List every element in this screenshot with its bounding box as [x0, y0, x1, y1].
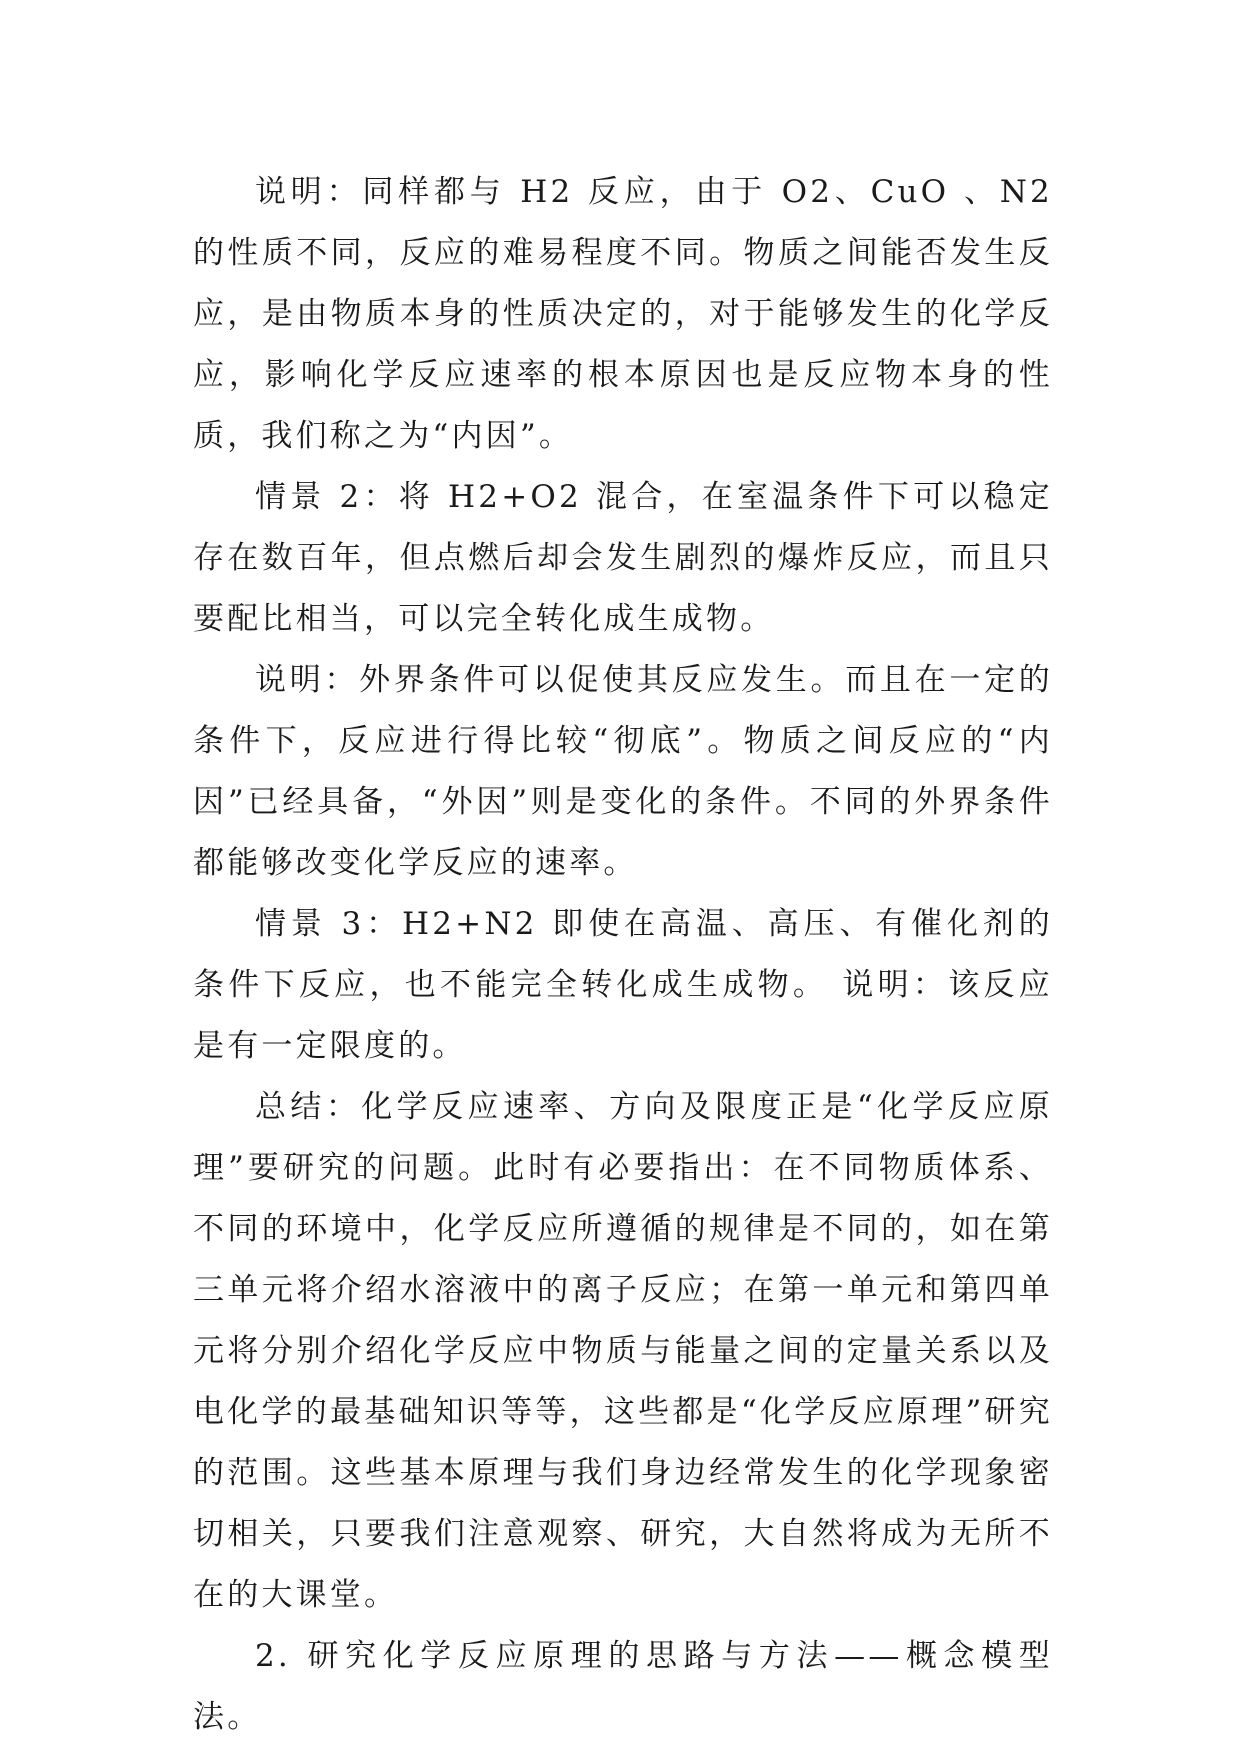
paragraph-scenario-3: 情景 3：H2+N2 即使在高温、高压、有催化剂的条件下反应，也不能完全转化成生成物。 说明：该反应是有一定限度的。: [193, 906, 1053, 1064]
document-body: [193, 162, 1053, 1748]
paragraph-scenario-2: 情景 2：将 H2+O2 混合，在室温条件下可以稳定存在数百年，但点燃后却会发生剧烈的爆炸反应，而且只要配比相当，可以完全转化成生成物。: [193, 479, 1053, 637]
paragraph-section-heading: 2. 研究化学反应原理的思路与方法——概念模型法。: [193, 1638, 1053, 1735]
paragraph-summary: 总结：化学反应速率、方向及限度正是“化学反应原理”要研究的问题。此时有必要指出：在不同物质体系、不同的环境中，化学反应所遵循的规律是不同的，如在第三单元将介绍水溶液中的离子反应；在第一单元和第四单元将分别介绍化学反应中物质与能量之间的定量关系以及电化学的最基础知识等等，这些都是“化学反应原理”研究的范围。这些基本原理与我们身边经常发生的化学现象密切相关，只要我们注意观察、研究，大自然将成为无所不在的大课堂。: [193, 1089, 1053, 1613]
paragraph-explanation-external-cause: 说明：外界条件可以促使其反应发生。而且在一定的条件下，反应进行得比较“彻底”。物质之间反应的“内因”已经具备，“外因”则是变化的条件。不同的外界条件都能够改变化学反应的速率。: [193, 662, 1053, 881]
paragraph-explanation-internal-cause: 说明：同样都与 H2 反应，由于 O2、CuO 、N2 的性质不同，反应的难易程度不同。物质之间能否发生反应，是由物质本身的性质决定的，对于能够发生的化学反应，影响化学反应速率的根本原因也是反应物本身的性质，我们称之为“内因”。: [193, 174, 1053, 454]
